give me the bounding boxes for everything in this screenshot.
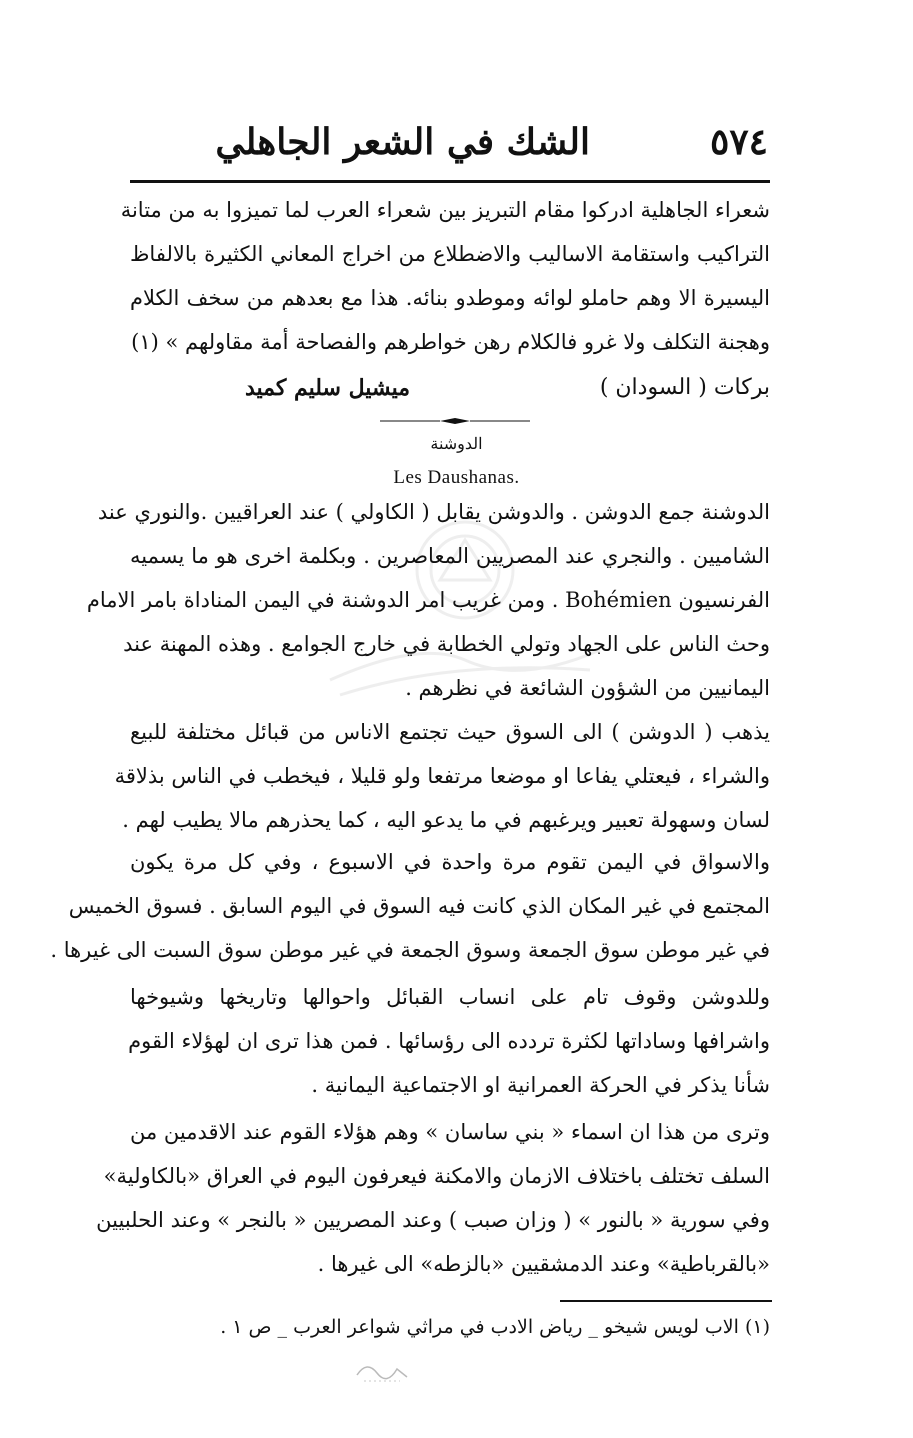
intro-paragraph	[120, 188, 770, 364]
text-line: الفرنسيون Bohémien . ومن غريب امر الدوشنة في اليمن المناداة بامر الامام	[86, 588, 770, 612]
paragraph-1	[86, 490, 770, 710]
signature	[130, 366, 770, 410]
text-line: وحث الناس على الجهاد وتولي الخطابة في خارج الجوامع . وهذه المهنة عند	[123, 632, 770, 656]
footnote: (١) الاب لويس شيخو _ رياض الادب في مراثي شواعر العرب _ ص ١ .	[220, 1316, 770, 1338]
text-line: اليسيرة الا وهم حاملو لوائه وموطدو بنائه. هذا مع بعدهم من سخف الكلام	[130, 286, 770, 310]
signature-place: بركات ( السودان )	[599, 375, 770, 400]
text-line: «بالقرباطية» وعند الدمشقيين «بالزطه» الى غيرها .	[317, 1252, 770, 1276]
text-line: السلف تختلف باختلاف الازمان والامكنة فيعرفون اليوم في العراق «بالكاولية»	[103, 1164, 770, 1188]
text-line: والشراء ، فيعتلي يفاعا او موضعا مرتفعا ولو قليلا ، فيخطب في الناس بذلاقة	[114, 764, 770, 788]
text-line: في غير موطن سوق الجمعة وسوق الجمعة في غير موطن سوق السبت الى غيرها .	[50, 938, 770, 962]
page-number: ٥٧٤	[709, 121, 768, 163]
text-line: وللدوشن وقوف تام على انساب القبائل واحوالها وتاريخها وشيوخها	[130, 985, 770, 1009]
signature-author: ميشيل سليم كميد	[244, 375, 410, 401]
text-line: الشاميين . والنجري عند المصريين المعاصرين . وبكلمة اخرى هو ما يسميه	[130, 544, 770, 568]
text-line: شعراء الجاهلية ادركوا مقام التبريز بين شعراء العرب لما تميزوا به من متانة	[120, 198, 770, 222]
section-divider	[380, 418, 530, 424]
text-line: وفي سورية « بالنور » ( وزان صبب ) وعند المصريين « بالنجر » وعند الحلبيين	[96, 1208, 770, 1232]
running-title: الشك في الشعر الجاهلي	[215, 121, 590, 163]
text-line: المجتمع في غير المكان الذي كانت فيه السوق في اليوم السابق . فسوق الخميس	[68, 894, 770, 918]
text-line: الدوشنة جمع الدوشن . والدوشن يقابل ( الكاولي ) عند العراقيين .والنوري عند	[97, 500, 770, 524]
footnote-rule	[560, 1300, 772, 1302]
text-line: شأنا يذكر في الحركة العمرانية او الاجتماعية اليمانية .	[311, 1073, 770, 1097]
paragraph-2	[114, 710, 770, 842]
text-line: لسان وسهولة تعبير ويرغبهم في ما يدعو اليه ، كما يحذرهم مالا يطيب لهم .	[122, 808, 770, 832]
text-line: اليمانيين من الشؤون الشائعة في نظرهم .	[405, 676, 770, 700]
header-rule	[130, 180, 770, 183]
text-line: والاسواق في اليمن تقوم مرة واحدة في الاسبوع ، وفي كل مرة يكون	[130, 850, 770, 874]
text-line: واشرافها وساداتها لكثرة تردده الى رؤسائها . فمن هذا ترى ان لهؤلاء القوم	[128, 1029, 770, 1053]
running-header	[130, 118, 768, 170]
text-line: وترى من هذا ان اسماء « بني ساسان » وهم هؤلاء القوم عند الاقدمين من	[130, 1120, 770, 1144]
scan-mark	[352, 1355, 412, 1385]
text-line: التراكيب واستقامة الاساليب والاضطلاع من اخراج المعاني الكثيرة بالالفاظ	[130, 242, 770, 266]
paragraph-3	[50, 840, 770, 972]
section-title-arabic: الدوشنة	[430, 434, 483, 453]
paragraph-4	[130, 975, 770, 1107]
text-line: يذهب ( الدوشن ) الى السوق حيث تجتمع الاناس من قبائل مختلفة للبيع	[130, 720, 770, 744]
section-title-french: Les Daushanas.	[393, 467, 520, 488]
text-line: وهجنة التكلف ولا غرو فالكلام رهن خواطرهم والفصاحة أمة مقاولهم » (١)	[131, 330, 770, 354]
paragraph-5	[96, 1110, 770, 1286]
